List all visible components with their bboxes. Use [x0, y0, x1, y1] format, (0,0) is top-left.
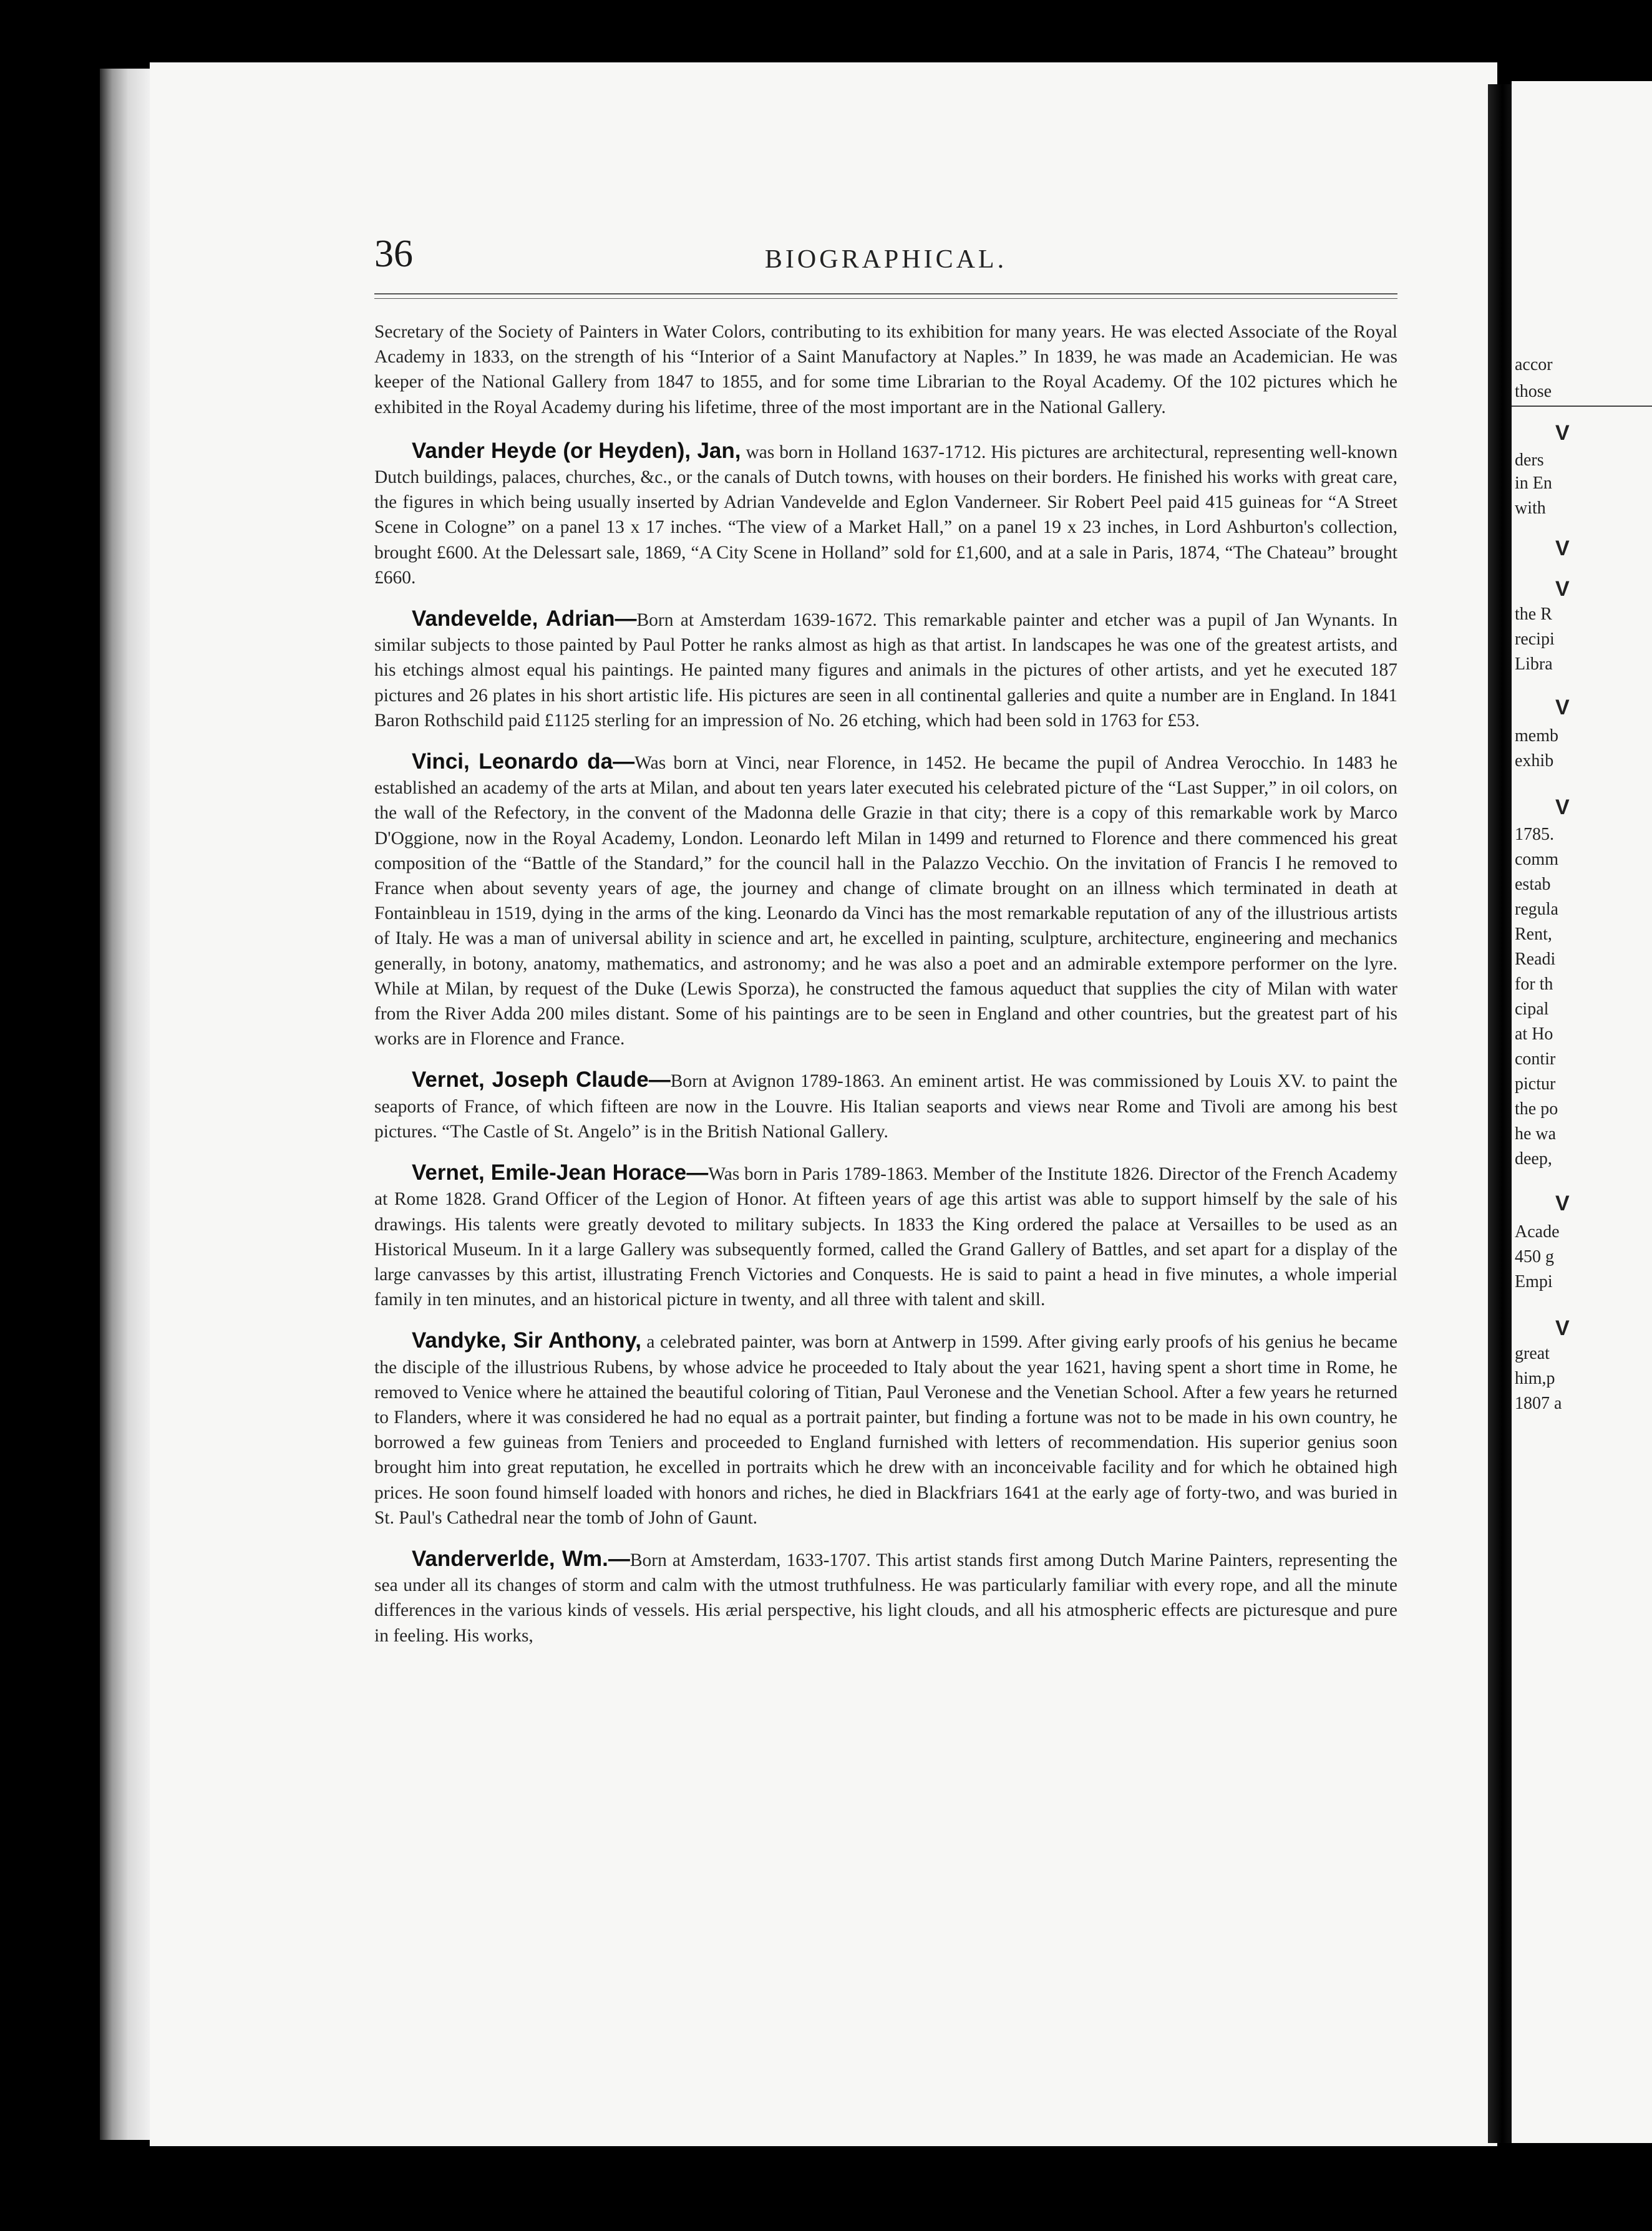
right-page-line: with	[1515, 498, 1546, 518]
right-page-line: Readi	[1515, 950, 1556, 969]
entry-heading: Vandyke, Sir Anthony,	[412, 1328, 641, 1353]
right-page-line: he wa	[1515, 1124, 1557, 1144]
biography-entry	[374, 606, 1397, 733]
right-page-line: pictur	[1515, 1074, 1556, 1094]
entry-text: Born at Avignon 1789-1863. An eminent artist. He was commissioned by Louis XV. to paint the seaports of France, of which fifteen are now in the Louvre. His Italian seaports and views near Rome and Tivoli are among his best pictures. “The Castle of St. Angelo” is in the British National Gallery.	[374, 1071, 1397, 1142]
right-page-line: the po	[1515, 1099, 1558, 1119]
right-page-entry-initial: V	[1555, 537, 1570, 560]
right-page-line: cipal	[1515, 999, 1549, 1019]
right-page-line: 1785.	[1515, 825, 1554, 844]
entry-text: was born in Holland 1637-1712. His pictures are architectural, representing well-known Dutch buildings, palaces, churches, &c., or the canals of Dutch towns, with houses on their borders. He finished his works with great care, the figures in which being usually inserted by Adrian Vandevelde and Eglon Vanderneer. Sir Robert Peel paid 415 guineas for “A Street Scene in Cologne” on a panel 13 x 17 inches. “The view of a Market Hall,” on a panel 19 x 23 inches, in Lord Ashburton's collection, brought £600. At the Delessart sale, 1869, “A City Scene in Holland” sold for £1,600, and at a sale in Paris, 1874, “The Chateau” brought £660.	[374, 442, 1397, 588]
right-page-line: recipi	[1515, 629, 1555, 649]
biography-entry	[374, 439, 1397, 590]
right-page-line: accor	[1515, 355, 1553, 374]
right-page-line: contir	[1515, 1049, 1556, 1069]
entry-heading: Vernet, Emile-Jean Horace—	[412, 1160, 709, 1185]
biography-entry	[374, 1328, 1397, 1530]
right-page-line: ders	[1515, 450, 1544, 470]
entry-text: Was born in Paris 1789-1863. Member of the Institute 1826. Director of the French Academy at Rome 1828. Grand Officer of the Legion of Honor. At fifteen years of age this artist was able to support himself by the sale of his drawings. His talents were greatly devoted to military subjects. In 1833 the King ordered the palace at Versailles to be used as an Historical Museum. In it a large Gallery was subsequently formed, called the Grand Gallery of Battles, and set apart for a display of the large canvasses by this artist, illustrating French Victories and Conquests. He is said to paint a head in five minutes, a whole imperial family in ten minutes, and an historical picture in twenty, and all three with talent and skill.	[374, 1164, 1397, 1310]
right-page-line: in En	[1515, 474, 1552, 493]
entry-heading: Vinci, Leonardo da—	[412, 749, 635, 774]
page-body	[374, 319, 1397, 1665]
biography-entry	[374, 1160, 1397, 1312]
right-page-line: 450 g	[1515, 1247, 1554, 1266]
entry-heading: Vandevelde, Adrian—	[412, 606, 637, 631]
right-page-line: for th	[1515, 975, 1553, 994]
right-page-line: deep,	[1515, 1149, 1552, 1169]
right-page-entry-initial: V	[1555, 1192, 1570, 1215]
right-page-entry-initial: V	[1555, 577, 1570, 601]
right-page-rule	[1512, 406, 1652, 407]
entry-heading: Vanderverlde, Wm.—	[412, 1546, 630, 1571]
right-page-entry-initial: V	[1555, 421, 1570, 445]
right-page-line: regula	[1515, 900, 1558, 919]
right-page-line: the R	[1515, 605, 1552, 624]
entry-text: Was born at Vinci, near Florence, in 1452. He became the pupil of Andrea Verocchio. In 1483 he established an academy of the arts at Milan, and about ten years later executed his celebrated picture of the “Last Supper,” in oil colors, on the wall of the Refectory, in the convent of the Madonna delle Grazie in that city; there is a copy of this remarkable work by Marco D'Oggione, now in the Royal Academy, London. Leonardo left Milan in 1499 and returned to Florence and there commenced his great composition of the “Battle of the Standard,” for the council hall in the Palazzo Vecchio. On the invitation of Francis I he removed to France when about seventy years of age, the journey and change of climate brought on an illness which terminated in death at Fontainbleau in 1519, dying in the arms of the king. Leonardo da Vinci has the most remarkable reputation of any of the illustrious artists of Italy. He was a man of universal ability in science and art, he excelled in painting, sculpture, architecture, engineering and mechanics generally, in botony, anatomy, mathematics, and astronomy; and he was also a poet and an admirable extempore performer on the lyre. While at Milan, by request of the Duke (Lewis Sporza), he constructed the famous aqueduct that supplies the city of Milan with water from the River Adda 200 miles distant. Some of his paintings are to be seen in England and other countries, but the greatest part of his works are in Florence and France.	[374, 753, 1397, 1049]
right-page-line: great	[1515, 1344, 1550, 1363]
entry-heading: Vernet, Joseph Claude—	[412, 1067, 671, 1092]
right-page-line: those	[1515, 382, 1552, 401]
right-page-line: Acade	[1515, 1222, 1560, 1242]
header-rule-thin	[374, 298, 1397, 299]
right-page-line: him,p	[1515, 1369, 1555, 1388]
right-page-line: 1807 a	[1515, 1394, 1562, 1413]
right-page-entry-initial: V	[1555, 795, 1570, 819]
header-rule	[374, 293, 1397, 294]
right-page-line: exhib	[1515, 751, 1554, 770]
page-header	[374, 232, 1397, 288]
entry-text: Born at Amsterdam 1639-1672. This remarkable painter and etcher was a pupil of Jan Wynants. In similar subjects to those painted by Paul Potter he ranks almost as high as that artist. In landscapes he was one of the greatest artists, and his etchings almost equal his paintings. He painted many figures and animals in the pictures of other artists, and yet he executed 187 pictures and 26 plates in his short artistic life. His pictures are seen in all continental galleries and quite a number are in England. In 1841 Baron Rothschild paid £1125 sterling for an impression of No. 26 etching, which had been sold in 1763 for £53.	[374, 610, 1397, 731]
right-page-line: estab	[1515, 875, 1551, 894]
continuation-paragraph: Secretary of the Society of Painters in Water Colors, contributing to its exhibition for many years. He was elected Associate of the Royal Academy in 1833, on the strength of his “Interior of a Saint Manufactory at Naples.” In 1839, he was made an Academician. He was keeper of the National Gallery from 1847 to 1855, and for some time Librarian to the Royal Academy. Of the 102 pictures which he exhibited in the Royal Academy during his lifetime, three of the most important are in the National Gallery.	[374, 322, 1397, 417]
biography-entry	[374, 1067, 1397, 1144]
right-page-line: Rent,	[1515, 925, 1552, 944]
entry-heading: Vander Heyde (or Heyden), Jan,	[412, 438, 741, 463]
right-page-line: memb	[1515, 726, 1558, 746]
right-page-line: Empi	[1515, 1272, 1553, 1291]
biography-entry	[374, 1547, 1397, 1648]
right-page-line: Libra	[1515, 654, 1553, 674]
running-title: BIOGRAPHICAL.	[764, 245, 1008, 274]
page-number: 36	[374, 233, 413, 275]
biography-entry	[374, 749, 1397, 1051]
entry-text: a celebrated painter, was born at Antwerp in 1599. After giving early proofs of his genius he became the disciple of the illustrious Rubens, by whose advice he proceeded to Italy about the year 1621, having spent a short time in Rome, he removed to Venice where he attained the beautiful coloring of Titian, Paul Veronese and the Venetian School. After a few years he returned to Flanders, where it was considered he had no equal as a portrait painter, but finding a fortune was not to be made in his own country, he borrowed a few guineas from Teniers and proceeded to England furnished with letters of recommendation. His superior genius soon brought him into great reputation, he excelled in portraits which he drew with an inconceivable facility and for which he obtained high prices. He soon found himself loaded with honors and riches, he died in Blackfriars 1641 at the early age of forty-two, and was buried in St. Paul's Cathedral near the tomb of John of Gaunt.	[374, 1332, 1397, 1528]
book-gutter	[1488, 84, 1512, 2143]
right-page-line: comm	[1515, 850, 1558, 869]
right-page-entry-initial: V	[1555, 696, 1570, 719]
right-page-entry-initial: V	[1555, 1316, 1570, 1340]
entry-text: Born at Amsterdam, 1633-1707. This artist stands first among Dutch Marine Painters, representing the sea under all its changes of storm and calm with the utmost truthfulness. He was particularly familiar with every rope, and all the minute differences in the various kinds of vessels. His ærial perspective, his light clouds, and all his atmospheric effects are picturesque and pure in feeling. His works,	[374, 1550, 1397, 1646]
right-page-line: at Ho	[1515, 1024, 1553, 1044]
right-page-fragment	[1512, 81, 1652, 2143]
